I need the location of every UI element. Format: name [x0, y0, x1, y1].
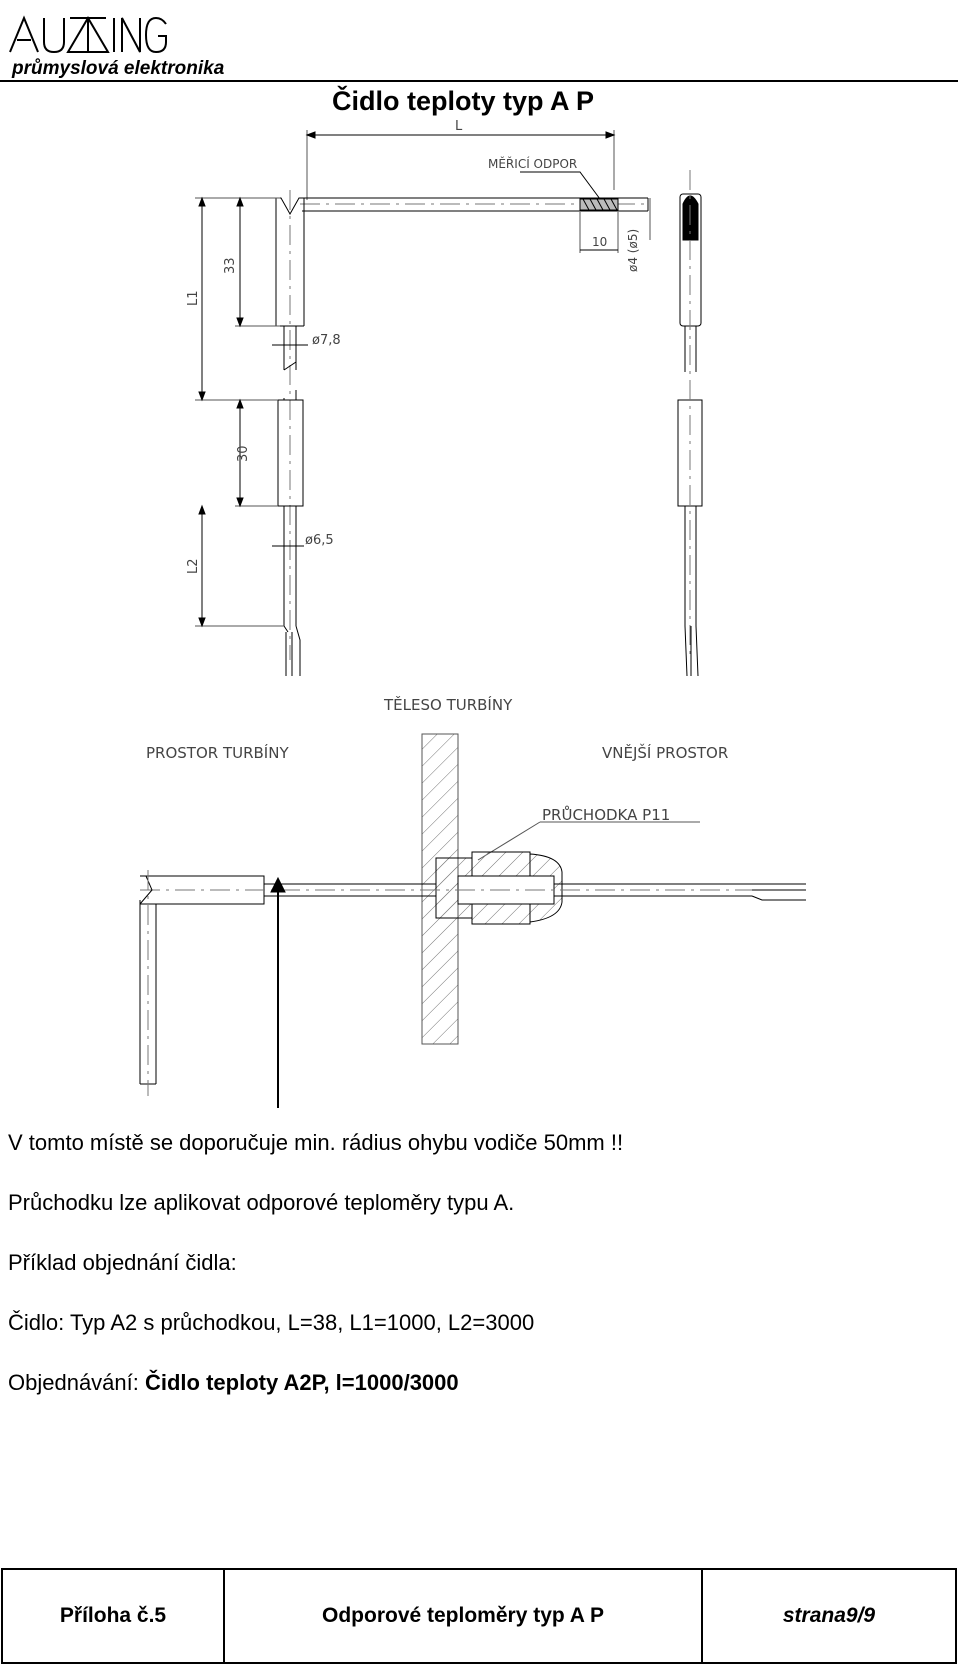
dim-label-l: L — [455, 119, 463, 134]
dim-label-l2: L2 — [186, 558, 201, 574]
label-outer-space: VNĚJŠÍ PROSTOR — [602, 744, 729, 762]
footer-document-title: Odporové teploměry typ A P — [225, 1570, 703, 1662]
dim-label-l1: L1 — [186, 290, 201, 306]
dim-label-d78: ø7,8 — [312, 333, 341, 348]
order-prefix: Objednávání: — [8, 1370, 145, 1395]
example-heading: Příklad objednání čidla: — [8, 1250, 237, 1275]
logo-subtitle: průmyslová elektronika — [12, 58, 225, 79]
dim-label-d4: ø4 (ø5) — [626, 228, 640, 272]
page-footer — [1, 1568, 957, 1664]
example-line: Čidlo: Typ A2 s průchodkou, L=38, L1=1000, L2=3000 — [8, 1310, 535, 1335]
page-title: Čidlo teploty typ A P — [332, 86, 594, 116]
footer-appendix: Příloha č.5 — [3, 1570, 225, 1662]
note-bend-radius: V tomto místě se doporučuje min. rádius ohybu vodiče 50mm !! — [8, 1130, 624, 1155]
header-divider — [0, 80, 958, 82]
dim-label-30: 30 — [236, 445, 251, 462]
label-measuring-resistor: MĚŘICÍ ODPOR — [488, 157, 578, 171]
label-turbine-body: TĚLESO TURBÍNY — [384, 696, 513, 714]
note-bushing: Průchodku lze aplikovat odporové teploměry typu A. — [8, 1190, 515, 1215]
label-turbine-space: PROSTOR TURBÍNY — [146, 744, 289, 762]
auting-logo — [8, 12, 168, 58]
footer-page-number: strana9/9 — [782, 1604, 876, 1627]
dim-label-33: 33 — [223, 257, 238, 274]
installation-drawing — [0, 690, 960, 1110]
dim-label-d65: ø6,5 — [305, 533, 334, 548]
dim-label-10: 10 — [592, 235, 608, 249]
order-value: Čidlo teploty A2P, l=1000/3000 — [144, 1370, 459, 1395]
label-bushing: PRŮCHODKA P11 — [542, 806, 671, 824]
order-line — [8, 1370, 459, 1396]
sensor-dimension-drawing — [0, 110, 960, 690]
